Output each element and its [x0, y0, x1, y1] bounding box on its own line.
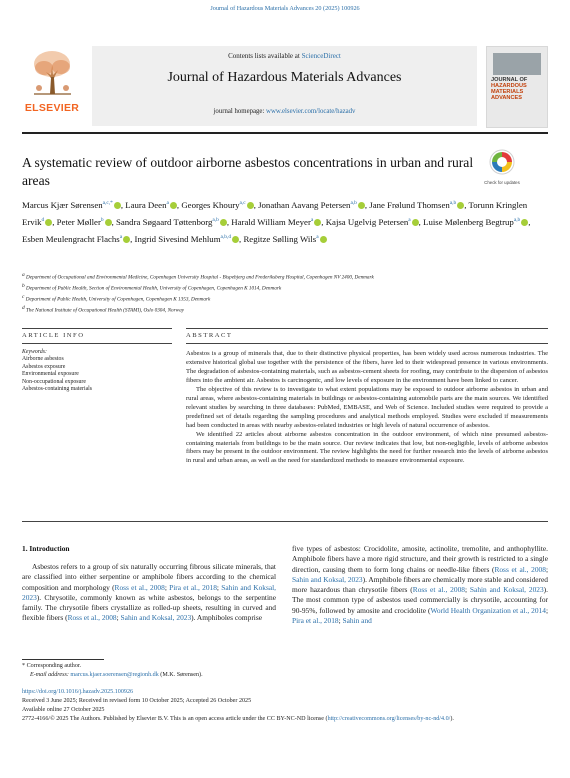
affiliation-text: Department of Public Health, Section of Environmental Health, University of Copenhagen, Copenhagen K 1014, Denmark — [26, 285, 282, 292]
body-text: ; — [116, 613, 121, 623]
abstract-paragraph: Asbestos is a group of minerals that, due to their distinctive physical properties, has been widely used across numerous industries. The extensive historical global use together with the persistence of the fibers, have led to their widespread presence in various environments. The degradation of asbestos-containing materials, such as asbestos-cement sheets for roofing, may contribute to the dispersion of asbestos fibers into the ambient air. Asbestos is carcinogenic, and low levels of exposure in the environment have been linked to cancer. — [186, 350, 548, 384]
author-affiliation-marker[interactable]: a — [316, 234, 319, 241]
email-line — [22, 671, 548, 680]
citation-link[interactable]: Ross et al., 2008 — [494, 564, 546, 574]
orcid-icon[interactable] — [232, 236, 239, 243]
affiliation-text: Department of Public Health, University of Copenhagen, Copenhagen K 1353, Denmark — [25, 297, 211, 304]
author-name: Marcus Kjær Sørensen — [22, 199, 103, 210]
citation-link[interactable]: Ross et al., 2008 — [114, 582, 165, 592]
body-text: ; — [164, 582, 170, 592]
header-rule — [22, 132, 548, 134]
orcid-icon[interactable] — [123, 236, 130, 243]
author-name: Kajsa Ugelvig Petersen — [325, 217, 409, 228]
author-name: Torunn Kringlen Ervik — [22, 199, 528, 228]
author[interactable] — [326, 217, 419, 227]
cover-band — [493, 53, 541, 75]
author-name: Georges Khoury — [181, 199, 240, 210]
body-text: Asbestos refers to a group of six naturally occurring fibrous silicate minerals, that are classified into either serpentine or amphibole fibers according to the chemical composition and morphology ( — [22, 562, 276, 592]
body-text: five types of asbestos: Crocidolite, amosite, actinolite, tremolite, and anthophyllite. Amphibole fibers have a more rigid structure, and their growth is restricted to a single direction, causing them to form long chains or needle-like fibers ( — [292, 544, 548, 574]
author-name: Peter Møller — [56, 217, 101, 228]
introduction-paragraph — [22, 562, 276, 624]
affiliation — [22, 293, 548, 304]
corresponding-line: * Corresponding author. — [22, 663, 82, 669]
publication-info — [22, 688, 548, 724]
author-name: Jane Frølund Thomsen — [369, 199, 450, 210]
available-online: Available online 27 October 2025 — [22, 707, 105, 714]
citation-link[interactable]: Sahin and Koksal, 2023 — [469, 585, 544, 595]
journal-title: Journal of Hazardous Materials Advances — [167, 70, 402, 85]
body-text: ). Amphiboles comprise — [191, 613, 262, 623]
introduction-heading: 1. Introduction — [22, 544, 70, 553]
cover-line: JOURNAL OF — [491, 77, 528, 83]
footnote-rule — [22, 659, 104, 660]
orcid-icon[interactable] — [320, 236, 327, 243]
author-name: Jonathan Aavang Petersen — [258, 199, 351, 210]
affiliation-marker: a — [22, 272, 27, 278]
author-affiliation-marker[interactable]: a — [166, 200, 169, 206]
author-affiliation-marker[interactable]: a,b — [350, 200, 357, 206]
author-affiliation-marker[interactable]: a — [119, 234, 123, 241]
author-affiliation-marker[interactable]: a,b — [513, 217, 521, 224]
author[interactable] — [116, 217, 227, 227]
affiliation — [22, 304, 548, 315]
author-name: Laura Deen — [125, 199, 167, 210]
author-affiliation-marker[interactable]: a,c,* — [102, 200, 113, 206]
keyword: Asbestos-containing materials — [22, 386, 93, 393]
author-affiliation-marker[interactable]: a,b,d — [220, 234, 232, 241]
affiliation-marker: b — [22, 283, 27, 290]
journal-cover-image — [486, 46, 548, 128]
keyword: Non-occupational exposure — [22, 378, 86, 385]
orcid-icon[interactable] — [521, 219, 528, 226]
elsevier-wordmark: ELSEVIER — [24, 102, 80, 114]
citation-link[interactable]: World Health Organization et al., 2014 — [430, 605, 546, 615]
contents-line — [92, 52, 477, 60]
keywords-label: Keywords: — [22, 349, 47, 355]
author-affiliation-marker[interactable]: d — [41, 217, 45, 224]
author-list: Marcus Kjær Sørensen$^{a,c,*}$ , Laura Deen$^a$ , Georges Khoury$^{a,c}$ , Jonathan Aavang Petersen$^{a,b}$ , Jane Frølund Thomsen$^{a,b}$ , Torunn Kringlen Ervik$^d$ , Peter Møller$^b$ , Sandra Søgaard Tøttenborg$^{a,b}$ , Harald William Meyer$^a$ , Kajsa Ugelvig Petersen$^a$ , Luise Mølenberg Begtrup$^{a,b}$ , Esben Meulengracht Flachs$^a$ , Ingrid Sivesind Mehlum$^{a,b,d}$ , Regitze Sølling Wils$^a$ — [22, 199, 531, 245]
body-text: ; — [464, 585, 470, 595]
journal-homepage-line — [92, 108, 477, 115]
abstract-bottom-rule — [22, 521, 548, 522]
affiliation-text: The National Institute of Occupational Health (STAMI), Oslo 0304, Norway — [26, 308, 185, 315]
author[interactable] — [243, 234, 326, 244]
author-name: Regitze Sølling Wils — [243, 234, 317, 245]
orcid-icon[interactable] — [105, 219, 112, 226]
orcid-icon[interactable] — [45, 219, 52, 226]
abstract-body — [186, 350, 548, 466]
citation-link[interactable]: Pira et al., 2018 — [169, 582, 217, 592]
orcid-icon[interactable] — [457, 202, 464, 209]
abstract-rule — [186, 343, 548, 344]
cover-line: HAZARDOUS — [491, 83, 527, 89]
license-statement — [22, 715, 548, 724]
orcid-icon[interactable] — [170, 202, 177, 209]
keyword: Environmental exposure — [22, 371, 79, 378]
crossmark-label[interactable]: Check for updates — [484, 180, 520, 185]
body-text: ; — [545, 564, 548, 574]
license-prefix: 2772-4166/© 2025 The Authors. Published by Elsevier B.V. This is an open access article under the CC BY-NC-ND license ( — [22, 716, 328, 723]
body-text: ; — [216, 582, 222, 592]
keyword: Airborne asbestos — [22, 356, 64, 362]
author-name: Luise Mølenberg Begtrup — [423, 217, 514, 228]
sciencedirect-link[interactable]: ScienceDirect — [301, 52, 341, 60]
abstract-paragraph: We identified 22 articles about airborne asbestos concentration in the outdoor environment, of which nine presumed asbestos-containing materials from buildings to be the main source. Our review indicates that low, but non-negligible, levels of airborne asbestos fibers may be present in the outdoor environment. The review highlights the need for further research into the levels of airborne asbestos in rural and urban areas, as well as the need for standardized methods to measure environmental exposure. — [186, 430, 548, 465]
affiliation — [22, 271, 548, 282]
citation-link[interactable]: Sahin and Koksal, 2023 — [292, 574, 363, 584]
introduction-paragraph — [292, 544, 548, 626]
author-name: Esben Meulengracht Flachs — [22, 234, 120, 245]
license-link[interactable]: http://creativecommons.org/licenses/by-nc-nd/4.0/ — [327, 716, 451, 723]
introduction-right-column — [292, 544, 548, 626]
contents-prefix: Contents lists available at — [228, 52, 302, 60]
doi-link[interactable]: https://doi.org/10.1016/j.hazadv.2025.100926 — [22, 689, 134, 695]
citation-link[interactable]: Ross et al., 2008 — [67, 613, 117, 623]
keyword: Asbestos exposure — [22, 363, 66, 370]
affiliation — [22, 282, 548, 293]
citation-link[interactable]: Pira et al., 2018 — [292, 616, 339, 626]
article-info-heading: ARTICLE INFO — [22, 332, 85, 339]
email-link[interactable]: marcus.kjaer.soerensen@regionh.dk — [70, 672, 159, 678]
orcid-icon[interactable] — [220, 219, 227, 226]
article-title: A systematic review of outdoor airborne asbestos concentrations in urban and rural areas — [22, 155, 474, 188]
article-info-rule — [22, 343, 172, 344]
corresponding-author-footnote — [22, 662, 548, 680]
abstract-paragraph: The objective of this review is to investigate to what extent populations may be exposed to outdoor airborne asbestos in urban and rural areas, where asbestos-containing materials in buildings or asbestos-containing automobile parts are the main sources. We identified relevant studies by searching in three databases: PubMed, EMBASE, and Web of Science. Included studies were required to provide a predefined set of details regarding the sampling procedures and analytical methods employed. Studies were excluded if measurements had been conducted in areas with nearby asbestos-related industries or high levels of natural occurrence of asbestos. — [186, 385, 548, 429]
author-affiliation-marker[interactable]: a,c — [239, 200, 246, 206]
affiliation-marker: c — [22, 294, 26, 301]
keywords-list — [22, 356, 172, 394]
author-affiliation-marker[interactable]: a,b — [449, 200, 457, 206]
author[interactable] — [369, 200, 464, 210]
article-info-rule — [22, 328, 172, 329]
author[interactable] — [57, 217, 112, 227]
cover-line: ADVANCES — [491, 95, 522, 101]
citation-link[interactable]: Sahin and — [342, 616, 372, 626]
author[interactable] — [22, 234, 130, 244]
affiliation-text: Department of Occupational and Environmental Medicine, Copenhagen University Hospital - Bispebjerg and Frederiksberg Hospital, Copenhagen NV 2400, Denmark — [26, 274, 374, 281]
author-affiliation-marker[interactable]: a — [310, 217, 314, 224]
citation-link[interactable]: Sahin and Koksal, 2023 — [22, 582, 277, 602]
author-name: Ingrid Sivesind Mehlum — [134, 234, 221, 245]
body-text: ). Amphibole fibers are chemically more stable and considered more hazardous than chrysotile fibers ( — [292, 574, 548, 595]
elsevier-tree-logo-icon — [30, 48, 75, 96]
running-head[interactable]: Journal of Hazardous Materials Advances 20 (2025) 100926 — [210, 5, 360, 12]
abstract-heading: ABSTRACT — [186, 332, 233, 339]
author[interactable] — [258, 200, 365, 210]
citation-link[interactable]: Ross et al., 2008 — [412, 585, 465, 595]
affiliation-marker: d — [22, 305, 27, 312]
abstract-rule — [186, 328, 548, 329]
body-text: ). Chrysotile, commonly known as white asbestos, belongs to the serpentine family. The chrysotile fibers crystallize as rolled-up sheets, resulting in curved and flexible fibers ( — [22, 592, 276, 623]
license-suffix: ). — [450, 716, 454, 723]
body-text: ). The most common type of asbestos used commercially is chrysotile, accounting for 90-95%, followed by amosite and crocidolite ( — [292, 585, 548, 615]
corresponding-label: Corresponding author. — [26, 663, 82, 669]
cover-title — [491, 77, 545, 101]
email-label: E-mail address: — [30, 672, 71, 678]
author[interactable] — [22, 200, 121, 210]
author[interactable] — [181, 200, 253, 210]
author-affiliation-marker[interactable]: a,b — [212, 217, 219, 224]
body-text: ; — [338, 616, 343, 626]
affiliation-list — [22, 271, 548, 316]
author-name: Harald William Meyer — [231, 217, 311, 228]
citation-link[interactable]: Sahin and Koksal, 2023 — [120, 613, 192, 623]
received-dates: Received 3 June 2025; Received in revised form 10 October 2025; Accepted 26 October 2025 — [22, 698, 252, 705]
email-suffix: (M.K. Sørensen). — [158, 672, 203, 678]
journal-homepage-link[interactable]: www.elsevier.com/locate/hazadv — [266, 108, 356, 115]
author[interactable] — [135, 234, 240, 244]
orcid-icon[interactable] — [314, 219, 321, 226]
author[interactable] — [423, 217, 528, 227]
orcid-icon[interactable] — [247, 202, 254, 209]
homepage-prefix: journal homepage: — [213, 108, 267, 115]
author-affiliation-marker[interactable]: b — [100, 217, 104, 224]
introduction-left-column — [22, 562, 276, 624]
author[interactable] — [125, 200, 177, 210]
author[interactable] — [231, 217, 321, 227]
author-name: Sandra Søgaard Tøttenborg — [115, 217, 213, 228]
author-affiliation-marker[interactable]: a — [408, 217, 411, 224]
orcid-icon[interactable] — [358, 202, 365, 209]
orcid-icon[interactable] — [114, 202, 121, 209]
cover-line: MATERIALS — [491, 89, 524, 95]
orcid-icon[interactable] — [412, 219, 419, 226]
body-text: ; — [545, 605, 548, 615]
